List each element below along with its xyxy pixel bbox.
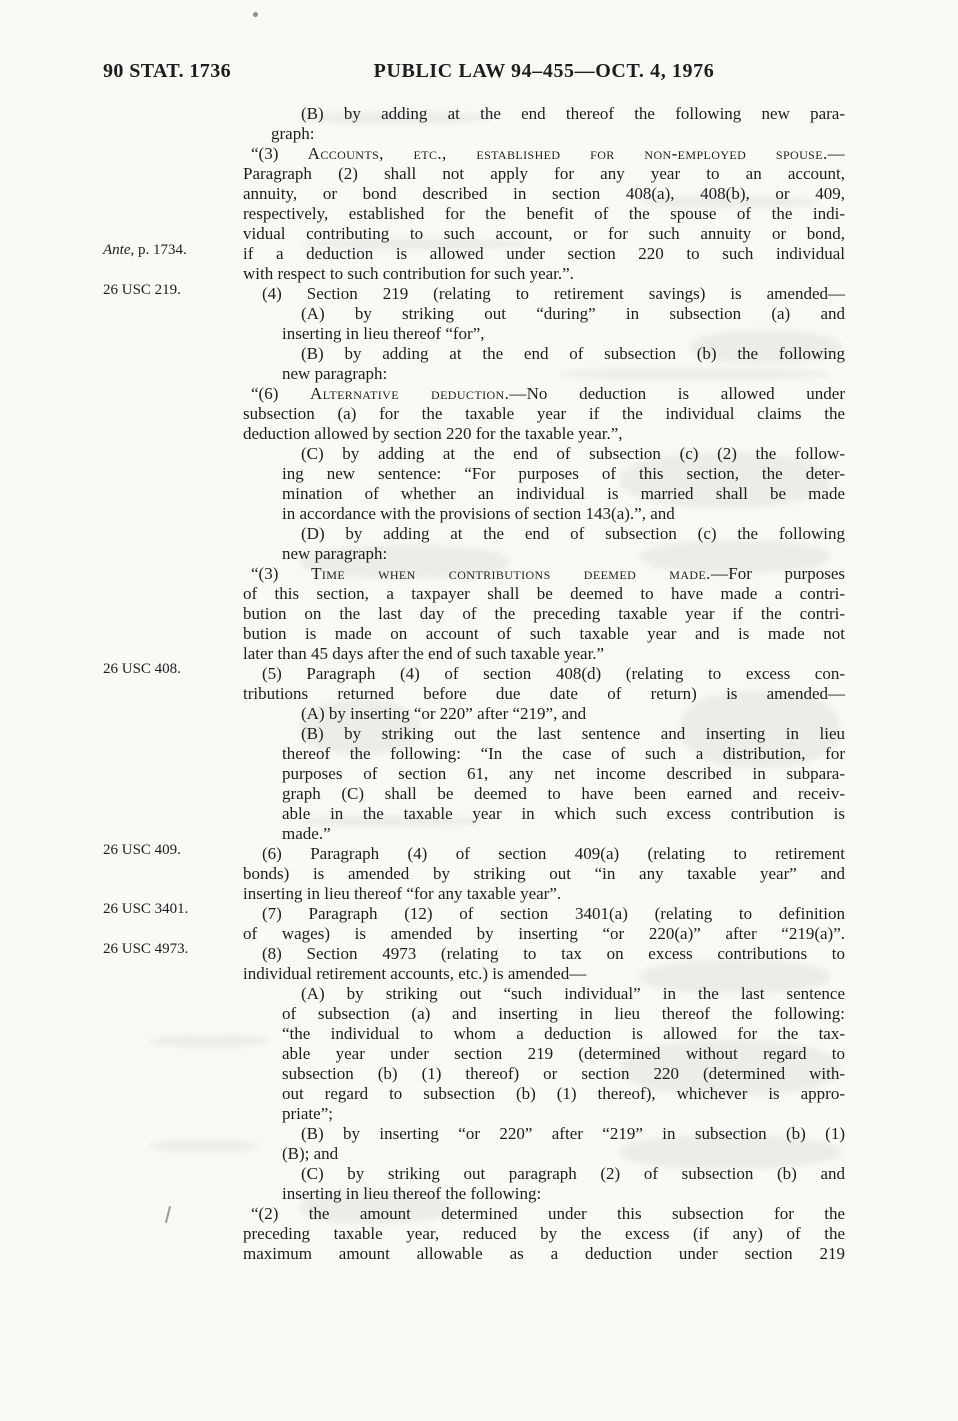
statute-text-segment: bution on the last day of the preceding taxable year if the contri-	[243, 604, 845, 623]
statute-text-segment: (A) by striking out “during” in subsection (a) and	[301, 304, 845, 323]
margin-note-text: 26 USC 4973.	[103, 941, 189, 957]
statute-text-segment: out regard to subsection (b) (1) thereof), whichever is appro-	[282, 1084, 845, 1103]
statute-text-segment: (B); and	[282, 1144, 339, 1163]
text-line	[243, 904, 845, 924]
text-line	[243, 924, 845, 944]
statute-text-segment: thereof the following: “In the case of such a distribution, for	[282, 744, 845, 763]
text-line	[243, 884, 845, 904]
statute-text-segment: bonds) is amended by striking out “in any taxable year” and	[243, 864, 845, 883]
statute-text-segment: “(6)	[251, 384, 311, 403]
margin-note-text: 26 USC 219.	[103, 282, 181, 298]
text-line	[243, 104, 845, 124]
text-line	[243, 1124, 845, 1144]
text-line	[243, 1024, 845, 1044]
statute-text-segment: in accordance with the provisions of section 143(a).”, and	[282, 504, 675, 523]
statute-text-segment: graph (C) shall be deemed to have been earned and receiv-	[282, 784, 845, 803]
statute-text-segment: inserting in lieu thereof “for any taxable year”.	[243, 884, 562, 903]
text-line	[243, 344, 845, 364]
statute-text-segment: “(3)	[251, 144, 308, 163]
statute-page-number: 90 STAT. 1736	[103, 60, 231, 82]
text-line	[243, 604, 845, 624]
text-line	[243, 384, 845, 404]
statute-text-segment: (A) by striking out “such individual” in the last sentence	[301, 984, 845, 1003]
statute-text-segment: made.”	[282, 824, 331, 843]
margin-note-text: p. 1734.	[134, 242, 187, 258]
margin-note-26-usc-3401	[103, 901, 241, 918]
statute-text-segment: ing new sentence: “For purposes of this section, the deter-	[282, 464, 845, 483]
text-line	[243, 644, 845, 664]
text-line	[243, 1204, 845, 1224]
statute-text-segment: inserting in lieu thereof the following:	[282, 1184, 542, 1203]
statute-text-segment: (A) by inserting “or 220” after “219”, and	[301, 704, 587, 723]
statute-text-segment: (6) Paragraph (4) of section 409(a) (relating to retirement	[262, 844, 845, 863]
statute-text-segment: (C) by adding at the end of subsection (c) (2) the follow-	[301, 444, 845, 463]
margin-note-26-usc-409	[103, 842, 241, 859]
text-line	[243, 564, 845, 584]
statute-text-segment: No deduction is allowed under	[526, 384, 845, 403]
statute-text-segment: of wages) is amended by inserting “or 220(a)” after “219(a)”.	[243, 924, 845, 943]
statute-text-segment: if a deduction is allowed under section 220 to such individual	[243, 244, 845, 263]
text-line	[243, 624, 845, 644]
text-line	[243, 184, 845, 204]
statute-text-segment: of subsection (a) and inserting in lieu thereof the following:	[282, 1004, 845, 1023]
text-line	[243, 264, 845, 284]
text-line	[243, 504, 845, 524]
text-line	[243, 144, 845, 164]
text-line	[243, 584, 845, 604]
text-line	[243, 1084, 845, 1104]
text-line	[243, 444, 845, 464]
statute-text-segment: subsection (b) (1) thereof) or section 220 (determined with-	[282, 1064, 845, 1083]
statute-text-segment: individual retirement accounts, etc.) is amended—	[243, 964, 587, 983]
text-line	[243, 1224, 845, 1244]
statute-text-segment: respectively, established for the benefit of the spouse of the indi-	[243, 204, 845, 223]
text-line	[243, 124, 845, 144]
margin-note-26-usc-4973	[103, 941, 241, 958]
margin-note-text: 26 USC 408.	[103, 661, 181, 677]
statute-text-segment: graph:	[271, 124, 315, 143]
text-line	[243, 864, 845, 884]
statute-text-segment: tributions returned before due date of return) is amended—	[243, 684, 845, 703]
scan-speck	[253, 12, 258, 17]
statute-text-segment: “the individual to whom a deduction is allowed for the tax-	[282, 1024, 845, 1043]
margin-note-text: 26 USC 409.	[103, 842, 181, 858]
statute-body-text	[243, 104, 845, 1264]
statute-text-segment: inserting in lieu thereof “for”,	[282, 324, 485, 343]
statute-text-segment: Paragraph (2) shall not apply for any year to an account,	[243, 164, 845, 183]
statute-text-segment: with respect to such contribution for such year.”.	[243, 264, 574, 283]
text-line	[243, 244, 845, 264]
text-line	[243, 224, 845, 244]
margin-note-26-usc-408	[103, 661, 241, 678]
small-caps-heading-text: Time when contributions deemed made.—	[311, 564, 729, 583]
text-line	[243, 744, 845, 764]
statute-text-segment: (7) Paragraph (12) of section 3401(a) (relating to definition	[262, 904, 845, 923]
statute-text-segment: vidual contributing to such account, or for such annuity or bond,	[243, 224, 845, 243]
text-line	[243, 204, 845, 224]
text-line	[243, 484, 845, 504]
text-line	[243, 524, 845, 544]
statute-text-segment: new paragraph:	[282, 544, 388, 563]
text-line	[243, 804, 845, 824]
text-line	[243, 544, 845, 564]
statute-text-segment: deduction allowed by section 220 for the taxable year.”,	[243, 424, 623, 443]
text-line	[243, 404, 845, 424]
statute-text-segment: (B) by striking out the last sentence and inserting in lieu	[301, 724, 845, 743]
margin-note-ante-p-1734	[103, 242, 241, 259]
statute-text-segment: (4) Section 219 (relating to retirement savings) is amended—	[262, 284, 845, 303]
statute-text-segment: mination of whether an individual is married shall be made	[282, 484, 845, 503]
statute-text-segment: subsection (a) for the taxable year if the individual claims the	[243, 404, 845, 423]
statute-text-segment: new paragraph:	[282, 364, 388, 383]
text-line	[243, 664, 845, 684]
statute-text-segment: (B) by adding at the end of subsection (b) the following	[301, 344, 845, 363]
statute-text-segment: able in the taxable year in which such excess contribution is	[282, 804, 845, 823]
statute-text-segment: maximum amount allowable as a deduction under section 219	[243, 1244, 845, 1263]
text-line	[243, 1244, 845, 1264]
text-line	[243, 844, 845, 864]
statute-text-segment: (D) by adding at the end of subsection (c) the following	[301, 524, 845, 543]
statute-text-segment: able year under section 219 (determined without regard to	[282, 1044, 845, 1063]
small-caps-heading-text: Alternative deduction.—	[310, 384, 527, 403]
text-line	[243, 1164, 845, 1184]
small-caps-heading-text: Accounts, etc., established for non-employed spouse.—	[307, 144, 846, 163]
statute-text-segment: (B) by adding at the end thereof the following new para-	[301, 104, 845, 123]
statute-text-segment: later than 45 days after the end of such taxable year.”	[243, 644, 605, 663]
statute-text-segment: For purposes	[728, 564, 845, 583]
statute-text-segment: “(3)	[251, 564, 312, 583]
statute-text-segment: preceding taxable year, reduced by the excess (if any) of the	[243, 1224, 845, 1243]
statute-text-segment: annuity, or bond described in section 408(a), 408(b), or 409,	[243, 184, 845, 203]
text-line	[243, 364, 845, 384]
text-line	[243, 984, 845, 1004]
text-line	[243, 944, 845, 964]
text-line	[243, 424, 845, 444]
text-line	[243, 304, 845, 324]
statute-text-segment: priate”;	[282, 1104, 333, 1123]
text-line	[243, 684, 845, 704]
margin-note-text: 26 USC 3401.	[103, 901, 189, 917]
text-line	[243, 784, 845, 804]
statute-text-segment: of this section, a taxpayer shall be deemed to have made a contri-	[243, 584, 845, 603]
margin-note-italic-part: Ante,	[103, 242, 135, 258]
statute-text-segment: “(2) the amount determined under this subsection for the	[251, 1204, 845, 1223]
public-law-heading: PUBLIC LAW 94–455—OCT. 4, 1976	[373, 60, 715, 82]
statute-text-segment: (C) by striking out paragraph (2) of subsection (b) and	[301, 1164, 845, 1183]
text-line	[243, 164, 845, 184]
text-line	[243, 324, 845, 344]
text-line	[243, 724, 845, 744]
statute-text-segment: (B) by inserting “or 220” after “219” in subsection (b) (1)	[301, 1124, 845, 1143]
margin-note-26-usc-219	[103, 282, 241, 299]
statute-text-segment: purposes of section 61, any net income described in subpara-	[282, 764, 845, 783]
text-line	[243, 1144, 845, 1164]
text-line	[243, 964, 845, 984]
text-line	[243, 1104, 845, 1124]
statute-text-segment: (5) Paragraph (4) of section 408(d) (relating to excess con-	[262, 664, 845, 683]
text-line	[243, 1184, 845, 1204]
text-line	[243, 1064, 845, 1084]
text-line	[243, 284, 845, 304]
text-line	[243, 1004, 845, 1024]
text-line	[243, 464, 845, 484]
statute-text-segment: (8) Section 4973 (relating to tax on excess contributions to	[262, 944, 845, 963]
text-line	[243, 1044, 845, 1064]
text-line	[243, 764, 845, 784]
statute-text-segment: bution is made on account of such taxable year and is made not	[243, 624, 845, 643]
text-line	[243, 704, 845, 724]
stray-pen-mark	[165, 1206, 171, 1223]
text-line	[243, 824, 845, 844]
